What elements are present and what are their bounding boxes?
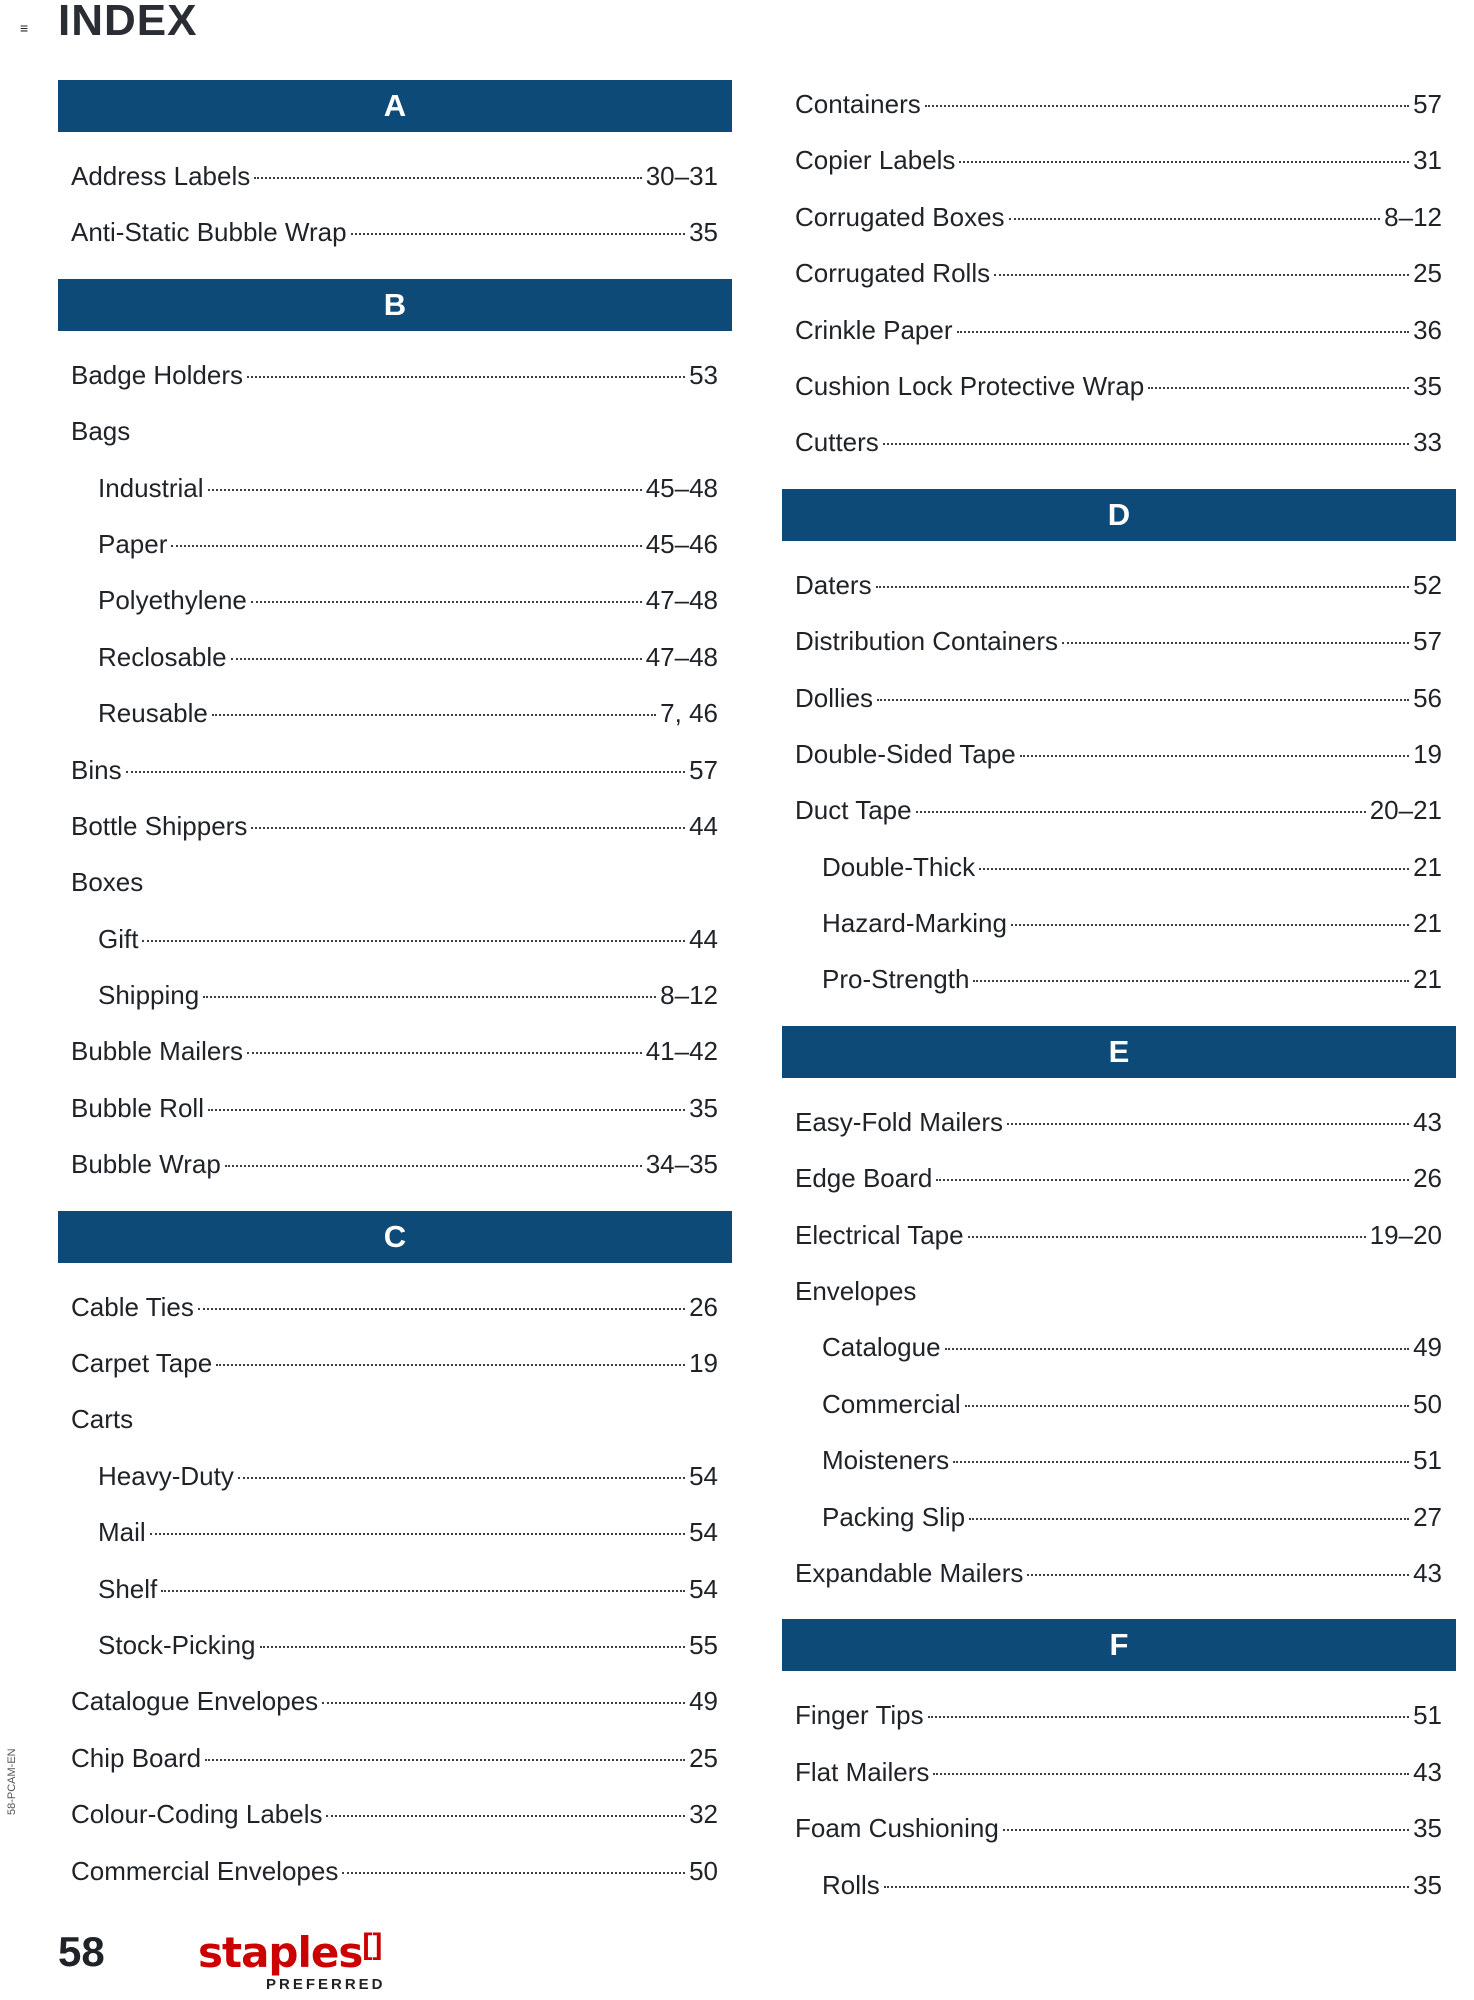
entry-page-ref: 8–12 xyxy=(660,980,718,1011)
dot-leader xyxy=(968,1236,1366,1238)
index-subentry xyxy=(782,1857,1456,1913)
entry-page-ref: 54 xyxy=(689,1460,718,1491)
entry-name: Reclosable xyxy=(98,641,227,672)
entry-name: Bags xyxy=(71,416,131,447)
index-subentry xyxy=(782,1489,1456,1545)
entry-page-ref: 33 xyxy=(1413,427,1442,458)
dot-leader xyxy=(126,771,686,773)
entry-page-ref: 57 xyxy=(1413,89,1442,119)
index-entry xyxy=(58,1279,732,1335)
index-entry xyxy=(782,1094,1456,1150)
index-subentry xyxy=(782,1319,1456,1375)
entry-page-ref: 19 xyxy=(689,1348,718,1379)
entry-name: Heavy-Duty xyxy=(98,1460,234,1491)
dot-leader xyxy=(1027,1574,1409,1576)
dot-leader xyxy=(142,940,685,942)
entry-page-ref: 49 xyxy=(1413,1332,1442,1363)
index-column-right xyxy=(782,76,1456,1913)
dot-leader xyxy=(1062,642,1409,644)
dot-leader xyxy=(957,331,1410,333)
entry-name: Hazard-Marking xyxy=(822,908,1007,939)
dot-leader xyxy=(1003,1829,1409,1831)
entry-name: Anti-Static Bubble Wrap xyxy=(71,217,347,248)
index-entry xyxy=(58,1843,732,1899)
dot-leader xyxy=(171,545,641,547)
index-subentry xyxy=(58,967,732,1023)
section-header: F xyxy=(782,1619,1456,1671)
dot-leader xyxy=(933,1773,1409,1775)
entry-name: Bubble Mailers xyxy=(71,1036,243,1067)
index-subentry xyxy=(782,839,1456,895)
entry-page-ref: 54 xyxy=(689,1517,718,1548)
entry-name: Cutters xyxy=(795,427,879,458)
entry-name: Shelf xyxy=(98,1573,158,1604)
index-entry xyxy=(782,726,1456,782)
entry-page-ref: 21 xyxy=(1413,908,1442,939)
entry-page-ref: 47–48 xyxy=(645,585,718,616)
dot-leader xyxy=(203,996,656,998)
entry-page-ref: 43 xyxy=(1413,1756,1442,1787)
entry-name: Cushion Lock Protective Wrap xyxy=(795,370,1145,401)
entry-page-ref: 50 xyxy=(1413,1388,1442,1419)
entry-page-ref: 51 xyxy=(1413,1445,1442,1476)
entry-name: Double-Thick xyxy=(822,851,976,882)
entry-name: Edge Board xyxy=(795,1163,933,1194)
index-column-left xyxy=(58,80,732,1899)
menu-icon[interactable]: ≡ xyxy=(20,20,29,36)
entry-name: Bubble Wrap xyxy=(71,1149,221,1180)
dot-leader xyxy=(231,658,642,660)
dot-leader xyxy=(965,1405,1409,1407)
index-subentry xyxy=(58,516,732,572)
dot-leader xyxy=(322,1702,685,1704)
entry-name: Easy-Fold Mailers xyxy=(795,1106,1004,1137)
index-entry xyxy=(782,302,1456,358)
dot-leader xyxy=(916,811,1366,813)
document-code: 58-PCAM-EN xyxy=(6,1748,18,1815)
index-subentry xyxy=(58,629,732,685)
entry-name: Badge Holders xyxy=(71,359,243,390)
index-entry xyxy=(782,1744,1456,1800)
dot-leader xyxy=(208,1109,685,1111)
dot-leader xyxy=(945,1348,1410,1350)
entry-name: Shipping xyxy=(98,980,200,1011)
entry-name: Catalogue Envelopes xyxy=(71,1686,319,1717)
entry-name: Catalogue xyxy=(822,1332,941,1363)
index-entry xyxy=(58,1335,732,1391)
entry-name: Reusable xyxy=(98,698,208,729)
entry-page-ref: 41–42 xyxy=(645,1036,718,1067)
brand-bracket-icon: [] xyxy=(362,1928,383,1961)
index-entry xyxy=(58,204,732,260)
dot-leader xyxy=(877,699,1409,701)
entry-name: Copier Labels xyxy=(795,145,956,176)
entry-page-ref: 8–12 xyxy=(1384,201,1442,232)
dot-leader xyxy=(251,827,685,829)
index-entry xyxy=(782,670,1456,726)
entry-name: Expandable Mailers xyxy=(795,1557,1024,1588)
dot-leader xyxy=(351,233,686,235)
dot-leader xyxy=(1011,924,1409,926)
page-title: INDEX xyxy=(58,0,198,45)
entry-page-ref: 21 xyxy=(1413,851,1442,882)
entry-name: Duct Tape xyxy=(795,795,912,826)
entry-name: Commercial Envelopes xyxy=(71,1855,339,1886)
index-entry xyxy=(782,613,1456,669)
index-subentry xyxy=(58,685,732,741)
dot-leader xyxy=(161,1590,685,1592)
entry-name: Cable Ties xyxy=(71,1291,194,1322)
entry-page-ref: 36 xyxy=(1413,314,1442,345)
dot-leader xyxy=(884,1886,1409,1888)
entry-page-ref: 25 xyxy=(689,1742,718,1773)
entry-page-ref: 30–31 xyxy=(645,161,718,191)
dot-leader xyxy=(979,868,1409,870)
index-subentry xyxy=(58,1448,732,1504)
index-entry xyxy=(782,557,1456,613)
entry-name: Chip Board xyxy=(71,1742,202,1773)
index-entry xyxy=(58,1673,732,1729)
entry-name: Electrical Tape xyxy=(795,1219,964,1250)
index-entry xyxy=(58,148,732,204)
index-entry xyxy=(58,1080,732,1136)
entry-name: Bubble Roll xyxy=(71,1092,204,1123)
dot-leader xyxy=(247,376,685,378)
dot-leader xyxy=(1007,1123,1409,1125)
index-subentry xyxy=(782,1432,1456,1488)
dot-leader xyxy=(251,601,642,603)
entry-name: Bins xyxy=(71,754,122,785)
dot-leader xyxy=(925,105,1409,107)
entry-name: Finger Tips xyxy=(795,1700,924,1731)
index-entry xyxy=(782,782,1456,838)
entry-page-ref: 27 xyxy=(1413,1501,1442,1532)
entry-page-ref: 35 xyxy=(1413,370,1442,401)
entry-page-ref: 20–21 xyxy=(1369,795,1442,826)
entry-page-ref: 51 xyxy=(1413,1700,1442,1731)
entry-page-ref: 47–48 xyxy=(645,641,718,672)
entry-name: Polyethylene xyxy=(98,585,247,616)
dot-leader xyxy=(883,443,1409,445)
entry-name: Carpet Tape xyxy=(71,1348,213,1379)
index-entry xyxy=(782,1687,1456,1743)
entry-name: Containers xyxy=(795,89,921,119)
entry-page-ref: 31 xyxy=(1413,145,1442,176)
section-header: E xyxy=(782,1026,1456,1078)
entry-page-ref: 57 xyxy=(689,754,718,785)
dot-leader xyxy=(959,161,1409,163)
entry-name: Industrial xyxy=(98,472,204,503)
entry-page-ref: 55 xyxy=(689,1629,718,1660)
entry-name: Daters xyxy=(795,569,872,600)
entry-name: Foam Cushioning xyxy=(795,1813,999,1844)
dot-leader xyxy=(198,1308,685,1310)
page-number: 58 xyxy=(58,1928,105,1975)
entry-page-ref: 43 xyxy=(1413,1557,1442,1588)
index-entry xyxy=(782,1207,1456,1263)
index-entry xyxy=(782,1263,1456,1319)
dot-leader xyxy=(876,586,1410,588)
entry-name: Crinkle Paper xyxy=(795,314,953,345)
dot-leader xyxy=(342,1872,685,1874)
entry-name: Envelopes xyxy=(795,1276,917,1307)
index-subentry xyxy=(58,572,732,628)
entry-page-ref: 19 xyxy=(1413,738,1442,769)
dot-leader xyxy=(936,1179,1409,1181)
index-entry xyxy=(58,1136,732,1192)
index-entry xyxy=(58,1730,732,1786)
entry-name: Gift xyxy=(98,923,139,954)
entry-page-ref: 44 xyxy=(689,923,718,954)
entry-page-ref: 19–20 xyxy=(1369,1219,1442,1250)
index-subentry xyxy=(782,1376,1456,1432)
dot-leader xyxy=(260,1646,686,1648)
entry-page-ref: 57 xyxy=(1413,626,1442,657)
entry-name: Packing Slip xyxy=(822,1501,966,1532)
entry-name: Corrugated Boxes xyxy=(795,201,1005,232)
dot-leader xyxy=(953,1461,1409,1463)
entry-page-ref: 54 xyxy=(689,1573,718,1604)
section-header: A xyxy=(58,80,732,132)
section-header: B xyxy=(58,279,732,331)
entry-name: Colour-Coding Labels xyxy=(71,1799,323,1830)
index-subentry xyxy=(58,1561,732,1617)
entry-name: Rolls xyxy=(822,1869,880,1900)
dot-leader xyxy=(1148,387,1409,389)
entry-name: Stock-Picking xyxy=(98,1629,256,1660)
index-entry xyxy=(782,1545,1456,1601)
staples-logo xyxy=(198,1928,386,1993)
index-subentry xyxy=(58,460,732,516)
entry-page-ref: 45–48 xyxy=(645,472,718,503)
entry-page-ref: 52 xyxy=(1413,569,1442,600)
entry-name: Dollies xyxy=(795,682,874,713)
index-subentry xyxy=(58,911,732,967)
entry-name: Corrugated Rolls xyxy=(795,258,991,289)
dot-leader xyxy=(928,1716,1409,1718)
dot-leader xyxy=(205,1759,685,1761)
entry-name: Address Labels xyxy=(71,161,251,191)
entry-name: Flat Mailers xyxy=(795,1756,930,1787)
dot-leader xyxy=(247,1052,642,1054)
entry-page-ref: 49 xyxy=(689,1686,718,1717)
dot-leader xyxy=(208,489,642,491)
dot-leader xyxy=(326,1815,685,1817)
index-entry xyxy=(782,1800,1456,1856)
entry-name: Commercial xyxy=(822,1388,961,1419)
dot-leader xyxy=(238,1477,685,1479)
brand-wordmark: staples xyxy=(198,1928,363,1977)
index-subentry xyxy=(782,895,1456,951)
dot-leader xyxy=(1020,755,1409,757)
entry-page-ref: 35 xyxy=(689,217,718,248)
entry-name: Moisteners xyxy=(822,1445,950,1476)
entry-page-ref: 56 xyxy=(1413,682,1442,713)
entry-page-ref: 7, 46 xyxy=(660,698,718,729)
section-header: D xyxy=(782,489,1456,541)
entry-page-ref: 35 xyxy=(1413,1869,1442,1900)
dot-leader xyxy=(1009,218,1381,220)
entry-page-ref: 34–35 xyxy=(645,1149,718,1180)
entry-page-ref: 53 xyxy=(689,359,718,390)
dot-leader xyxy=(212,714,656,716)
dot-leader xyxy=(216,1364,685,1366)
dot-leader xyxy=(994,274,1409,276)
index-entry xyxy=(782,1150,1456,1206)
entry-name: Double-Sided Tape xyxy=(795,738,1016,769)
entry-page-ref: 25 xyxy=(1413,258,1442,289)
dot-leader xyxy=(254,177,641,179)
index-entry xyxy=(782,76,1456,132)
index-entry xyxy=(782,414,1456,470)
entry-page-ref: 50 xyxy=(689,1855,718,1886)
index-entry xyxy=(58,1786,732,1842)
entry-page-ref: 35 xyxy=(1413,1813,1442,1844)
entry-name: Carts xyxy=(71,1404,134,1435)
index-entry xyxy=(782,189,1456,245)
index-entry xyxy=(58,742,732,798)
index-entry xyxy=(58,1391,732,1447)
entry-name: Pro-Strength xyxy=(822,964,970,995)
entry-name: Distribution Containers xyxy=(795,626,1059,657)
entry-page-ref: 21 xyxy=(1413,964,1442,995)
entry-page-ref: 35 xyxy=(689,1092,718,1123)
entry-name: Boxes xyxy=(71,867,144,898)
index-subentry xyxy=(58,1617,732,1673)
index-entry xyxy=(782,358,1456,414)
index-entry xyxy=(58,798,732,854)
entry-page-ref: 32 xyxy=(689,1799,718,1830)
index-entry xyxy=(782,245,1456,301)
index-entry xyxy=(782,132,1456,188)
index-entry xyxy=(58,347,732,403)
index-entry xyxy=(58,1023,732,1079)
dot-leader xyxy=(969,1518,1409,1520)
entry-page-ref: 26 xyxy=(1413,1163,1442,1194)
index-subentry xyxy=(58,1504,732,1560)
entry-page-ref: 26 xyxy=(689,1291,718,1322)
entry-name: Paper xyxy=(98,528,168,559)
index-subentry xyxy=(782,951,1456,1007)
section-header: C xyxy=(58,1211,732,1263)
entry-page-ref: 45–46 xyxy=(645,528,718,559)
entry-page-ref: 44 xyxy=(689,810,718,841)
dot-leader xyxy=(225,1165,642,1167)
dot-leader xyxy=(973,980,1409,982)
index-entry xyxy=(58,403,732,459)
dot-leader xyxy=(150,1533,685,1535)
index-entry xyxy=(58,854,732,910)
entry-name: Mail xyxy=(98,1517,146,1548)
entry-page-ref: 43 xyxy=(1413,1106,1442,1137)
entry-name: Bottle Shippers xyxy=(71,810,248,841)
brand-subtitle: PREFERRED xyxy=(266,1976,386,1993)
